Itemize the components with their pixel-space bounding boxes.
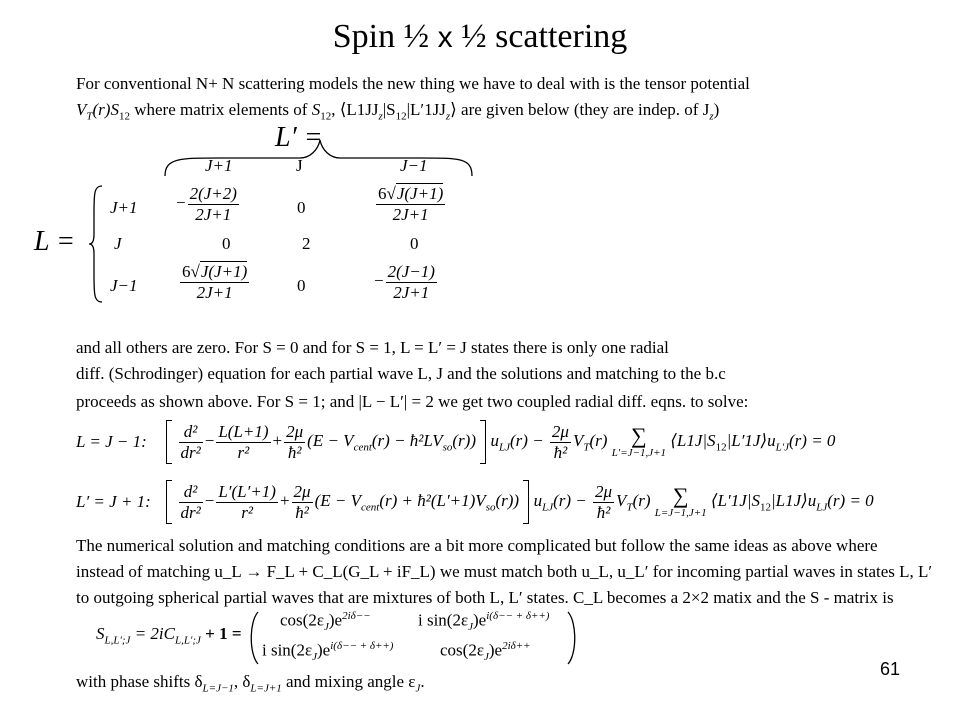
equation-1: L = J − 1: $\frac{\text{d²}}{\text{dr²}}$ − $\frac{L(L+1)}{\text{r²}}$ + $\frac{2\mu}{\text{ħ²}}$ ($E - V_{cent}(r)$ − $ħ^2LV_{so}(r)$) $u_{LJ}(r)$ − $\frac{2\mu}{\text{ħ²}}$ $V_T(r)$ ∑ L′=J−1,J+1 $⟨L1J|S_{12}|L'1J⟩u_{L'J}(r) = 0$ <box>76 420 835 464</box>
m32: 0 <box>297 276 306 295</box>
m23: 0 <box>410 234 419 253</box>
slide-title <box>0 18 960 56</box>
col-header-2: J <box>296 156 303 175</box>
equation-2: L′ = J + 1: $\frac{\text{d²}}{\text{dr²}}$ − $\frac{L'(L'+1)}{\text{r²}}$ + $\frac{2\mu}{\text{ħ²}}$ ($E - V_{cent}(r)$ + $ħ^2(L'+1)V_{so}(r)$) $u_{LJ}(r)$ − $\frac{2\mu}{\text{ħ²}}$ $V_T(r)$ ∑ L=J−1,J+1 $⟨L'1J|S_{12}|L1J⟩u_{LJ}(r) = 0$ <box>76 480 874 524</box>
m22: 2 <box>302 234 311 253</box>
m11: − $\frac{2(J+2)}{2J+1}$ <box>176 184 237 224</box>
col-header-1: J+1 <box>205 156 233 175</box>
row-label-3: J−1 <box>110 276 138 295</box>
title-x: x <box>437 21 453 54</box>
text3-line-2: instead of matching u_L → F_L + C_L(G_L + iF_L) we must match both u_L, u_L′ for incoming partial waves in states L, L′ <box>76 562 933 581</box>
text2-line-2: diff. (Schrodinger) equation for each partial wave L, J and the solutions and matching to the b.c <box>76 364 726 383</box>
lprime-label: L′ = <box>275 122 323 153</box>
text2-line-1: and all others are zero. For S = 0 and for S = 1, L = L′ = J states there is only one radial <box>76 338 669 357</box>
s12: i $\sin(2\varepsilon_J)e^{i(\delta-- + \delta++)}$ <box>418 610 550 634</box>
text3-line-1: The numerical solution and matching conditions are a bit more complicated but follow the same ideas as above where <box>76 536 878 555</box>
title-part: ½ scattering <box>452 18 628 55</box>
s-matrix-rparen <box>566 610 580 666</box>
s-matrix-lhs: $S_{L,L';J} = 2iC_{L,L';J} + 1$ = <box>96 624 242 647</box>
s11: $\cos(2\varepsilon_J)e^{2i\delta--}$ <box>280 610 371 634</box>
m13: $\frac{6√J(J+1)}{2J+1}$ <box>378 184 444 224</box>
row-label-2: J <box>114 234 122 253</box>
intro-line-2: $V_T(r)S_{12}$ where matrix elements of $S_{12}$, $⟨L1JJ_z|S_{12}|L'1JJ_z⟩$ are given below (they are indep. of $J_z$) <box>76 100 720 123</box>
l-label: L = <box>34 226 75 257</box>
m33: − $\frac{2(J-1)}{2J+1}$ <box>374 262 435 302</box>
left-brace <box>88 184 104 304</box>
m31: $\frac{6√J(J+1)}{2J+1}$ <box>182 262 248 302</box>
title-part: Spin ½ <box>332 18 438 55</box>
intro-line-1: For conventional N+ N scattering models the new thing we have to deal with is the tensor potential <box>76 74 750 93</box>
s21: i $\sin(2\varepsilon_J)e^{i(\delta-- + \delta++)}$ <box>262 640 394 664</box>
text2-line-3: proceeds as shown above. For S = 1; and |L − L′| = 2 we get two coupled radial diff. eqns. to solve: <box>76 392 749 411</box>
page-number: 61 <box>879 659 900 679</box>
s22: $\cos(2\varepsilon_J)e^{2i\delta++}$ <box>440 640 531 664</box>
row-label-1: J+1 <box>110 198 138 217</box>
final-line: with phase shifts $\delta_{L=J-1}$, $\delta_{L=J+1}$ and mixing angle $\varepsilon_J$. <box>76 672 425 695</box>
s-matrix-lparen <box>246 610 260 666</box>
text3-line-3: to outgoing spherical partial waves that are mixtures of both L, L′ states. C_L becomes a 2×2 matix and the S - matrix is <box>76 588 894 607</box>
m21: 0 <box>222 234 231 253</box>
col-header-3: J−1 <box>400 156 428 175</box>
m12: 0 <box>297 198 306 217</box>
